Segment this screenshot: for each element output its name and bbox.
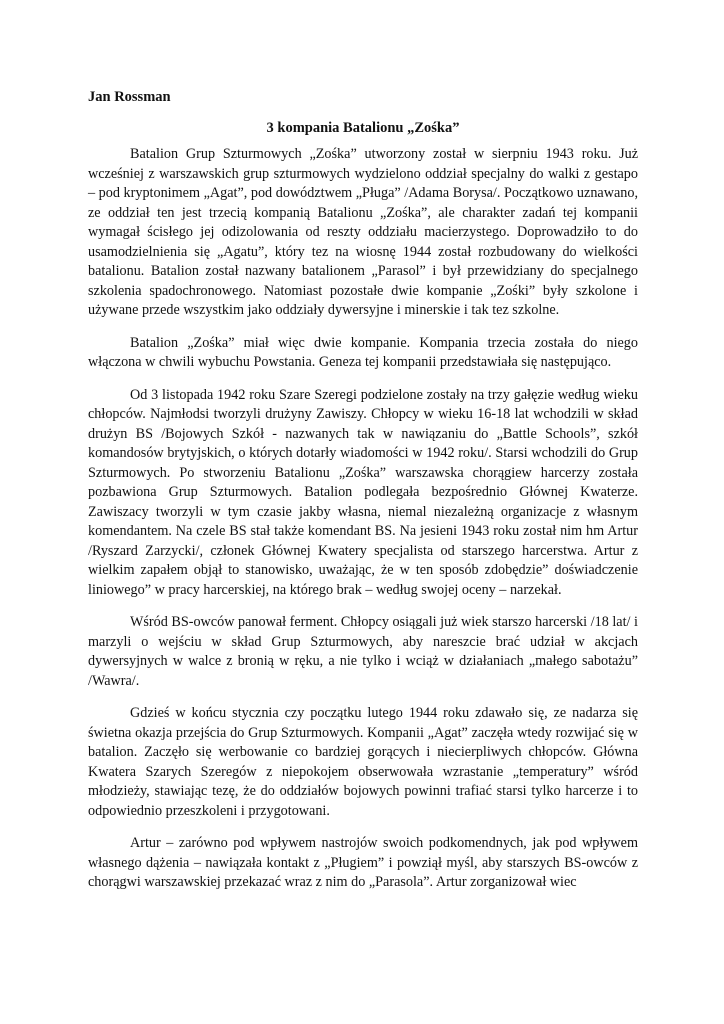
document-page bbox=[88, 88, 638, 906]
paragraph-5: Gdzieś w końcu stycznia czy początku lutego 1944 roku zdawało się, ze nadarza się świetna okazja przejścia do Grup Szturmowych. Kompanii „Agat” zaczęła wtedy rozwijać się w batalion. Zaczęło się werbowanie co bardziej gorących i niecierpliwych chłopców. Główna Kwatera Szarych Szeregów z niepokojem obserwowała wzrastanie „temperatury” wśród młodzieży, stawiając tezę, że do oddziałów bojowych powinni trafiać starsi tylko harcerze i to odpowiednio przeszkoleni i przygotowani. bbox=[88, 705, 638, 819]
document-title: 3 kompania Batalionu „Zośka” bbox=[266, 120, 460, 136]
paragraph-4: Wśród BS-owców panował ferment. Chłopcy osiągali już wiek starszo harcerski /18 lat/ i marzyli o wejściu w skład Grup Szturmowych, aby nareszcie brać udział w akcjach dywersyjnych w walce z bronią w ręku, a nie tylko i wciąż w działaniach „małego sabotażu” /Wawra/. bbox=[88, 614, 638, 689]
paragraph-6: Artur – zarówno pod wpływem nastrojów swoich podkomendnych, jak pod wpływem własnego dążenia – nawiązała kontakt z „Pługiem” i powziął myśl, aby starszych BS-owców z chorągwi warszawskiej przekazać wraz z nim do „Parasola”. Artur zorganizował wiec bbox=[88, 835, 638, 890]
paragraph-3: Od 3 listopada 1942 roku Szare Szeregi podzielone zostały na trzy gałęzie według wieku chłopców. Najmłodsi tworzyli drużyny Zawiszy. Chłopcy w wieku 16-18 lat wchodzili w skład drużyn BS /Bojowych Szkół - nazwanych tak w nawiązaniu do „Battle Schools”, szkół komandosów brytyjskich, o których dotarły wiadomości w 1942 roku/. Starsi wchodzili do Grup Szturmowych. Po stworzeniu Batalionu „Zośka” warszawska chorągiew harcerzy została pozbawiona Grup Szturmowych. Batalion podlegała bezpośrednio Głównej Kwaterze. Zawiszacy tworzyli w tym czasie jakby własna, niemal niezależną organizacje z własnym komendantem. Na czele BS stał także komendant BS. Na jesieni 1943 roku został nim hm Artur /Ryszard Zarzycki/, członek Głównej Kwatery specjalista od starszego harcerstwa. Artur z wielkim zapałem objął to stanowisko, uważając, że w ten sposób zdobędzie” doświadczenie liniowego” w pracy harcerskiej, na którego brak – według swojej oceny – narzekał. bbox=[88, 386, 638, 598]
paragraph-1: Batalion Grup Szturmowych „Zośka” utworzony został w sierpniu 1943 roku. Już wcześniej z warszawskich grup szturmowych wydzielono oddział specjalny do walki z gestapo – pod kryptonimem „Agat”, pod dowództwem „Pługa” /Adama Borysa/. Początkowo uznawano, ze oddział ten jest trzecią kompanią Batalionu „Zośka”, ale charakter zadań tej kompanii wymagał ścisłego jej odizolowania od reszty oddziału macierzystego. Doprowadziło to do usamodzielnienia się „Agatu”, który tez na wiosnę 1944 został rozbudowany do wielkości batalionu. Batalion został nazwany batalionem „Parasol” i był przewidziany do specjalnego szkolenia spadochronowego. Natomiast pozostałe dwie kompanie „Zośki” były szkolone i używane przede wszystkim jako oddziały dywersyjne i minerskie i tak tez szkolne. bbox=[88, 146, 638, 318]
paragraph-2: Batalion „Zośka” miał więc dwie kompanie. Kompania trzecia została do niego włączona w chwili wybuchu Powstania. Geneza tej kompanii przedstawiała się następująco. bbox=[88, 334, 638, 370]
author-name: Jan Rossman bbox=[88, 89, 171, 105]
